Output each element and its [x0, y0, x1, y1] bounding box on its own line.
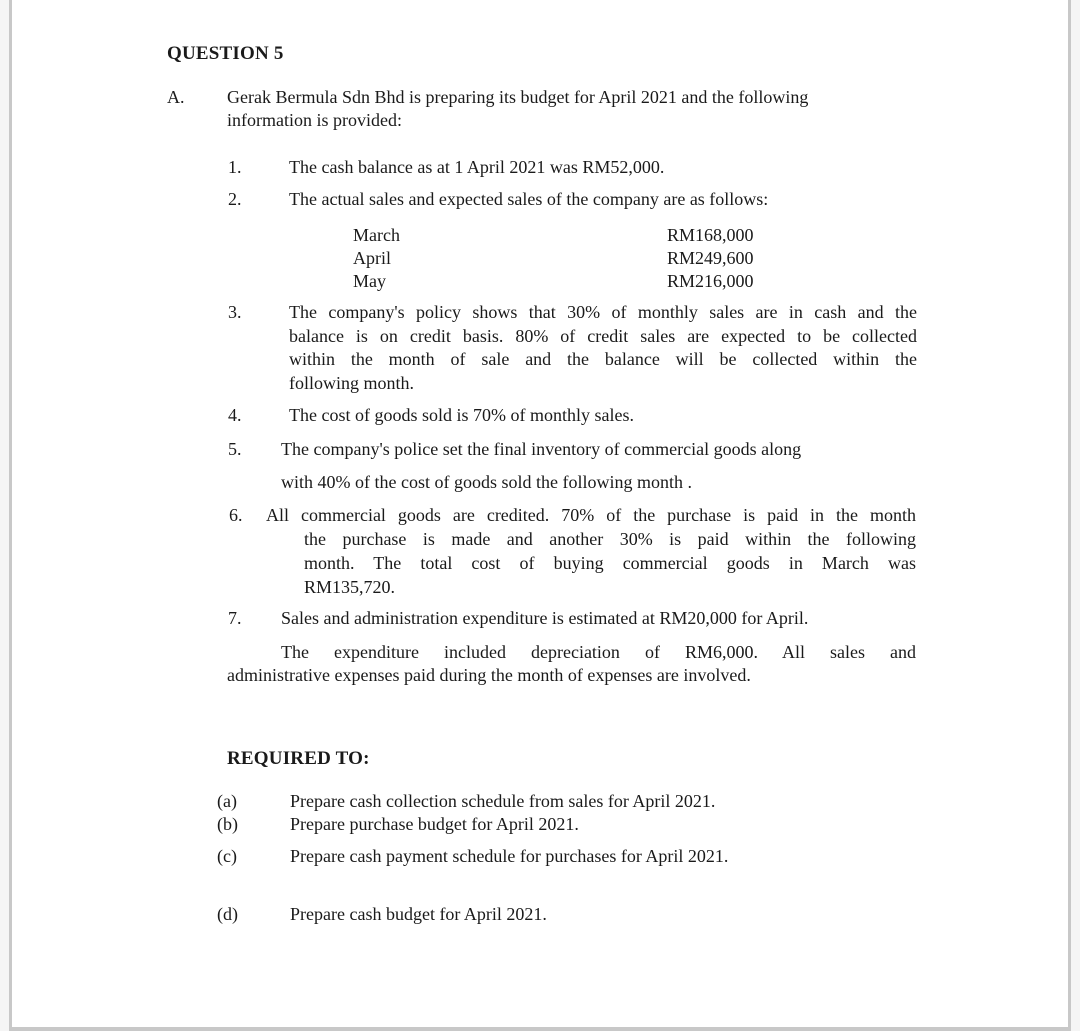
- list-item-5-line: The company's police set the final inventory of commercial goods along: [281, 439, 802, 459]
- sales-row-amount: RM216,000: [667, 271, 754, 291]
- list-item-6-number: 6.: [229, 505, 243, 525]
- sales-row-month: March: [353, 225, 400, 245]
- list-item-6-line: RM135,720.: [304, 577, 396, 597]
- task-c-text: Prepare cash payment schedule for purchases for April 2021.: [290, 846, 729, 866]
- note-line: The expenditure included depreciation of RM6,000. All sales and: [281, 642, 916, 662]
- required-heading: REQUIRED TO:: [227, 748, 370, 769]
- intro-line-1: Gerak Bermula Sdn Bhd is preparing its budget for April 2021 and the following: [227, 87, 809, 107]
- sales-row-month: May: [353, 271, 386, 291]
- list-item-4-number: 4.: [228, 405, 242, 425]
- task-b-text: Prepare purchase budget for April 2021.: [290, 814, 579, 834]
- list-item-1-number: 1.: [228, 157, 242, 177]
- list-item-3-line: following month.: [289, 373, 414, 393]
- list-item-5-line: with 40% of the cost of goods sold the following month .: [281, 472, 692, 492]
- list-item-6-line: All commercial goods are credited. 70% of the purchase is paid in the month: [266, 505, 916, 525]
- list-item-3-line: balance is on credit basis. 80% of credit sales are expected to be collected: [289, 326, 917, 346]
- sales-row-amount: RM168,000: [667, 225, 754, 245]
- list-item-6-line: the purchase is made and another 30% is paid within the following: [304, 529, 916, 549]
- list-item-6-line: month. The total cost of buying commercial goods in March was: [304, 553, 916, 573]
- part-label: A.: [167, 87, 185, 107]
- task-a-text: Prepare cash collection schedule from sales for April 2021.: [290, 791, 716, 811]
- sales-row-month: April: [353, 248, 391, 268]
- task-d-text: Prepare cash budget for April 2021.: [290, 904, 547, 924]
- list-item-4-text: The cost of goods sold is 70% of monthly sales.: [289, 405, 634, 425]
- list-item-7-number: 7.: [228, 608, 242, 628]
- list-item-2-text: The actual sales and expected sales of the company are as follows:: [289, 189, 769, 209]
- list-item-5-number: 5.: [228, 439, 242, 459]
- question-title: QUESTION 5: [167, 43, 284, 64]
- list-item-2-number: 2.: [228, 189, 242, 209]
- note-line: administrative expenses paid during the month of expenses are involved.: [227, 665, 751, 685]
- list-item-3-line: The company's policy shows that 30% of monthly sales are in cash and the: [289, 302, 917, 322]
- list-item-1-text: The cash balance as at 1 April 2021 was RM52,000.: [289, 157, 665, 177]
- task-b-label: (b): [217, 814, 238, 834]
- sales-row-amount: RM249,600: [667, 248, 754, 268]
- task-a-label: (a): [217, 791, 237, 811]
- list-item-3-line: within the month of sale and the balance will be collected within the: [289, 349, 917, 369]
- task-d-label: (d): [217, 904, 238, 924]
- task-c-label: (c): [217, 846, 237, 866]
- list-item-7-text: Sales and administration expenditure is estimated at RM20,000 for April.: [281, 608, 809, 628]
- list-item-3-number: 3.: [228, 302, 242, 322]
- intro-line-2: information is provided:: [227, 110, 402, 130]
